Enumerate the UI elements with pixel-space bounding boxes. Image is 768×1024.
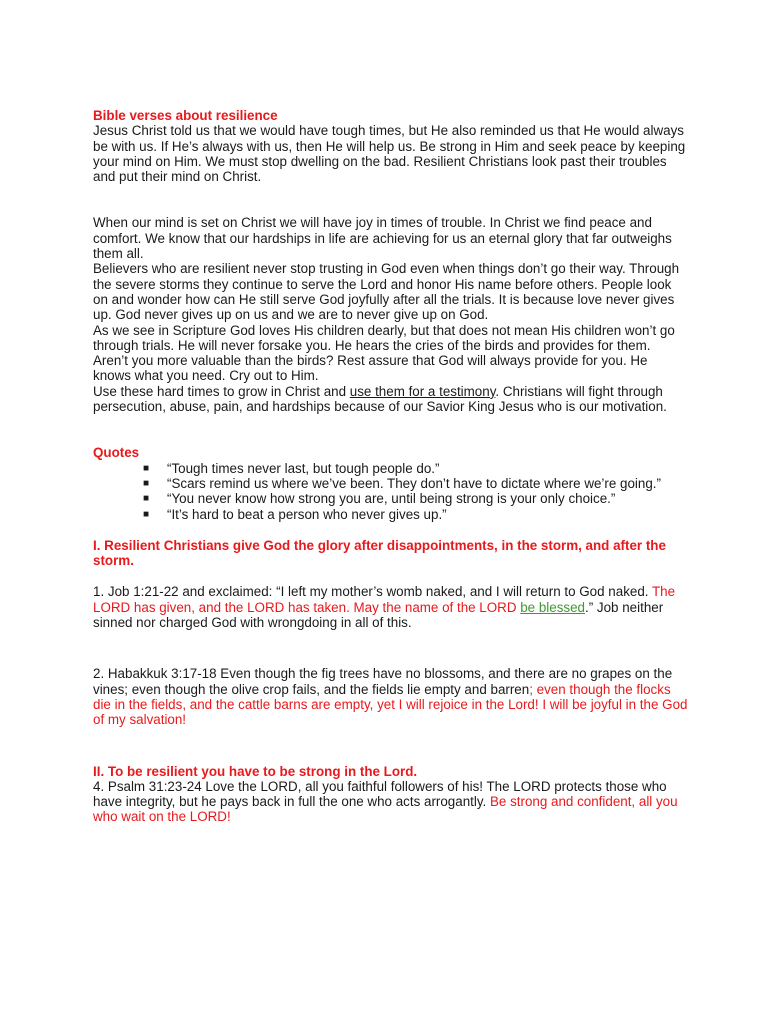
job-verse-ending: .” Job neither sinned nor charged God with wrongdoing in all of this. — [93, 599, 664, 631]
psalm-verse-text: 4. Psalm 31:23-24 Love the LORD, all you faithful followers of his! The LORD protects those who have integrity, but he pays back in full the one who acts arrogantly. — [93, 778, 667, 810]
job-verse-text: 1. Job 1:21-22 and exclaimed: “I left my mother’s womb naked, and I will return to God naked. — [93, 584, 652, 600]
intro-paragraph-1: Jesus Christ told us that we would have tough times, but He also reminded us that He would always be with us. If He’s always with us, then He will help us. Be strong in Him and seek peace by keeping your mind on Him. We must stop dwelling on the bad. Resilient Christians look past their troubles and put their mind on Christ. — [93, 123, 686, 185]
intro-paragraph-3: Believers who are resilient never stop trusting in God even when things don’t go their way. Through the severe storms they continue to serve the Lord and honor His name before others. People look on and wonder how can He still serve God joyfully after all the trials. It is because love never gives up. God never gives up on us and we are to never give up on God. — [93, 261, 680, 323]
be-blessed-link[interactable]: be blessed — [520, 599, 586, 615]
list-item — [143, 476, 688, 491]
list-item — [143, 507, 688, 522]
habakkuk-verse-text: 2. Habakkuk 3:17-18 Even though the fig trees have no blossoms, and there are no grapes on the vines; even though the olive crop fails, and the fields lie empty and barren — [93, 666, 673, 697]
square-bullet-icon: ■ — [143, 493, 150, 505]
quotes-heading: Quotes — [93, 445, 140, 461]
quote-text: “Scars remind us where we’ve been. They don’t have to dictate where we’re going.” — [167, 475, 661, 491]
intro-paragraph-5-text-before: Use these hard times to grow in Christ and — [93, 383, 350, 399]
quote-text: “Tough times never last, but tough people do.” — [167, 460, 440, 476]
psalm-verse — [93, 779, 688, 825]
square-bullet-icon: ■ — [143, 462, 150, 474]
intro-paragraph-5-text-after: . Christians will fight through persecution, abuse, pain, and hardships because of our Savior King Jesus who is our motivation. — [93, 383, 667, 415]
square-bullet-icon: ■ — [143, 477, 150, 489]
intro-paragraph-4: As we see in Scripture God loves His children dearly, but that does not mean His children won’t go through trials. He will never forsake you. He hears the cries of the birds and provides for them. Aren’t you more valuable than the birds? Rest assure that God will always provide for you. He knows what you need. Cry out to Him. — [93, 322, 675, 384]
square-bullet-icon: ■ — [143, 508, 150, 520]
spacer — [93, 568, 688, 584]
psalm-verse-highlight: Be strong and confident, all you who wait on the LORD! — [93, 794, 678, 825]
section-1-heading: I. Resilient Christians give God the glory after disappointments, in the storm, and after the storm. — [93, 537, 666, 569]
job-verse — [93, 584, 688, 630]
quote-text: “You never know how strong you are, until being strong is your only choice.” — [167, 491, 616, 507]
habakkuk-verse — [93, 666, 688, 727]
list-item — [143, 491, 688, 506]
intro-paragraph-2: When our mind is set on Christ we will have joy in times of trouble. In Christ we find peace and comfort. We know that our hardships in life are achieving for us an eternal glory that far outweighs them all. — [93, 215, 672, 262]
spacer — [93, 728, 688, 764]
resilience-heading: Bible verses about resilience — [93, 108, 278, 123]
intro-paragraph-5 — [93, 384, 688, 415]
spacer — [93, 522, 688, 538]
spacer — [93, 414, 688, 445]
quote-text: “It’s hard to beat a person who never gives up.” — [167, 506, 447, 522]
section-2-heading: II. To be resilient you have to be strong in the Lord. — [93, 763, 418, 779]
quotes-list — [93, 461, 688, 522]
habakkuk-verse-highlight: ; even though the flocks die in the fields, and the cattle barns are empty, yet I will rejoice in the Lord! I will be joyful in the God of my salvation! — [93, 681, 688, 728]
spacer — [93, 184, 688, 215]
testimony-link[interactable]: use them for a testimony — [349, 383, 496, 399]
job-verse-highlight: The LORD has given, and the LORD has taken. May the name of the LORD — [93, 584, 676, 615]
spacer — [93, 630, 688, 666]
list-item — [143, 461, 688, 476]
